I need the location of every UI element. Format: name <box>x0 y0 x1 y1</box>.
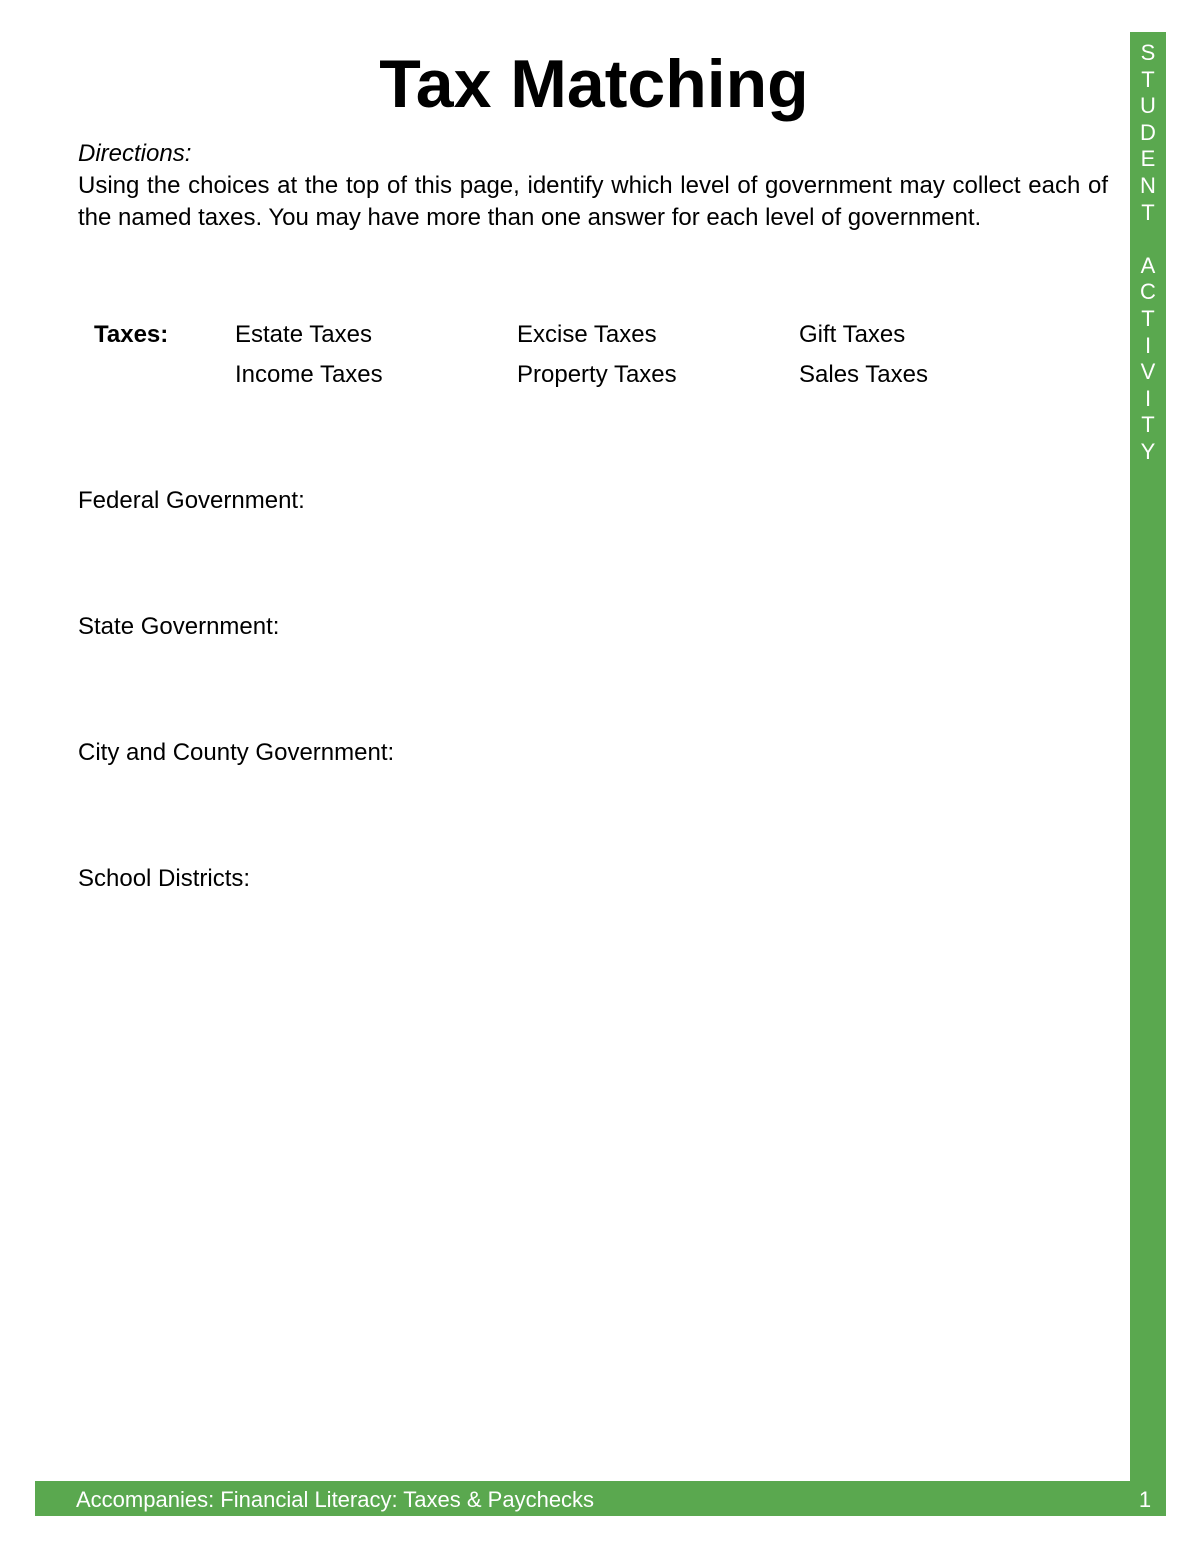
side-banner-letter: T <box>1141 199 1155 225</box>
side-banner-letter: T <box>1141 305 1155 331</box>
side-banner-letter: Y <box>1140 438 1156 464</box>
tax-item-income: Income Taxes <box>235 361 383 388</box>
page-title: Tax Matching <box>379 46 809 122</box>
side-banner-letter: I <box>1144 385 1152 411</box>
directions-text: Using the choices at the top of this page, identify which level of government may collect each of the named taxes. You may have more than one answer for each level of government. <box>78 172 1108 231</box>
side-banner-letter: S <box>1140 40 1156 65</box>
side-banner-spacer <box>1130 226 1166 253</box>
side-banner-letter: A <box>1140 252 1156 278</box>
side-banner-letter: C <box>1140 279 1156 305</box>
city-county-government-label: City and County Government: <box>78 739 395 766</box>
taxes-label: Taxes: <box>94 321 169 348</box>
side-banner-letter: E <box>1140 146 1156 172</box>
tax-item-sales: Sales Taxes <box>799 361 928 388</box>
side-banner-text <box>1130 40 1166 466</box>
school-districts-label: School Districts: <box>78 865 251 892</box>
tax-item-property: Property Taxes <box>517 361 677 388</box>
state-government-label: State Government: <box>78 613 280 640</box>
footer-text: Accompanies: Financial Literacy: Taxes & Paychecks <box>76 1487 595 1512</box>
tax-item-estate: Estate Taxes <box>235 321 372 348</box>
page-number: 1 <box>1138 1487 1152 1512</box>
side-banner-letter: U <box>1140 93 1156 119</box>
side-banner-letter: T <box>1141 66 1155 92</box>
side-banner-letter: V <box>1140 359 1156 385</box>
side-banner-letter: I <box>1144 332 1152 358</box>
directions-label: Directions: <box>78 140 192 167</box>
federal-government-label: Federal Government: <box>78 487 305 514</box>
side-banner-letter: N <box>1140 172 1156 198</box>
tax-item-excise: Excise Taxes <box>517 321 657 348</box>
tax-item-gift: Gift Taxes <box>799 321 906 348</box>
side-banner-letter: T <box>1141 412 1155 438</box>
side-banner-letter: D <box>1140 119 1156 145</box>
